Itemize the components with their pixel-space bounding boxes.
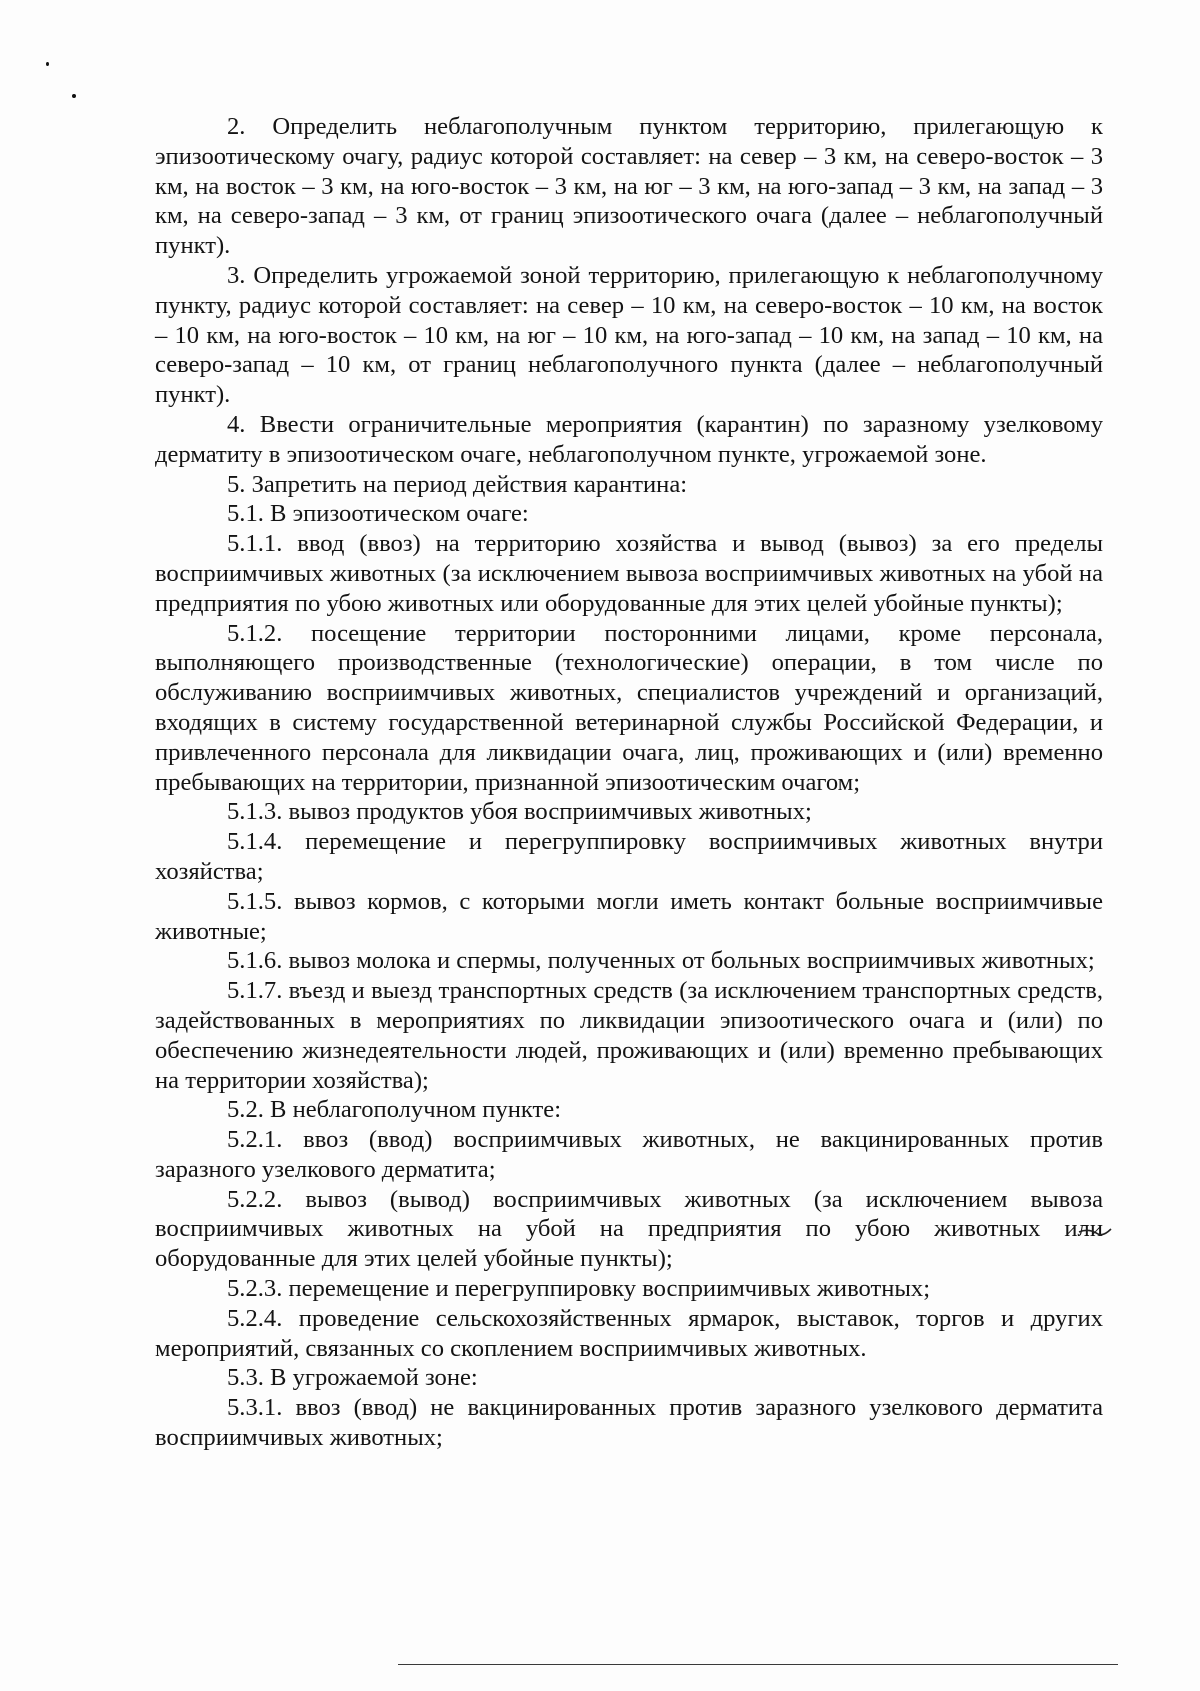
clause-5-1-3: 5.1.3. вывоз продуктов убоя восприимчивых животных; xyxy=(227,798,812,826)
document-body xyxy=(155,112,1103,1453)
scan-speck xyxy=(72,94,76,98)
clause-5-3: 5.3. В угрожаемой зоне: xyxy=(227,1364,478,1392)
clause-5-1-1: 5.1.1. ввод (ввоз) на территорию хозяйства и вывод (вывоз) за его пределы восприимчивых животных (за исключением вывоза восприимчивых животных на убой на предприятия по убою животных или оборудованные для этих целей убойные пункты); xyxy=(155,530,1103,617)
clause-5-2-2: 5.2.2. вывоз (вывод) восприимчивых животных (за исключением вывоза восприимчивых животных на убой на предприятия по убою животных или оборудованные для этих целей убойные пункты); xyxy=(155,1185,1103,1273)
clause-5-1-7: 5.1.7. въезд и выезд транспортных средств (за исключением транспортных средств, задействованных в мероприятиях по ликвидации эпизоотического очага и (или) по обеспечению жизнедеятельности людей, проживающих и (или) временно пребывающих на территории хозяйства); xyxy=(155,977,1103,1094)
footer-rule xyxy=(398,1664,1118,1665)
clause-5-2-1: 5.2.1. ввоз (ввод) восприимчивых животных, не вакцинированных против заразного узелкового дерматита; xyxy=(155,1126,1103,1183)
clause-3: 3. Определить угрожаемой зоной территорию, прилегающую к неблагополучному пункту, радиус которой составляет: на север – 10 км, на северо-восток – 10 км, на восток – 10 км, на юго-восток – 10 км, на юг – 10 км, на юго-запад – 10 км, на запад – 10 км, на северо-запад – 10 км, от границ неблагополучного пункта (далее – неблагополучный пункт). xyxy=(155,261,1103,409)
handwritten-tick-mark xyxy=(1078,1226,1112,1238)
clause-5-1-5: 5.1.5. вывоз кормов, с которыми могли иметь контакт больные восприимчивые животные; xyxy=(155,887,1103,945)
clause-2: 2. Определить неблагополучным пунктом территорию, прилегающую к эпизоотическому очагу, радиус которой составляет: на север – 3 км, на северо-восток – 3 км, на восток – 3 км, на юго-восток – 3 км, на юг – 3 км, на юго-запад – 3 км, на запад – 3 км, на северо-запад – 3 км, от границ эпизоотического очага (далее – неблагополучный пункт). xyxy=(155,113,1103,260)
clause-5-1-4: 5.1.4. перемещение и перегруппировку восприимчивых животных внутри хозяйства; xyxy=(155,828,1103,885)
clause-5-2: 5.2. В неблагополучном пункте: xyxy=(227,1096,562,1124)
clause-5-2-4: 5.2.4. проведение сельскохозяйственных ярмарок, выставок, торгов и других мероприятий, связанных со скоплением восприимчивых животных. xyxy=(155,1304,1103,1362)
clause-5-1: 5.1. В эпизоотическом очаге: xyxy=(227,500,529,528)
clause-4: 4. Ввести ограничительные мероприятия (карантин) по заразному узелковому дерматиту в эпизоотическом очаге, неблагополучном пункте, угрожаемой зоне. xyxy=(155,410,1103,468)
clause-5-1-2: 5.1.2. посещение территории посторонними лицами, кроме персонала, выполняющего производственные (технологические) операции, в том числе по обслуживанию восприимчивых животных, специалистов учреждений и организаций, входящих в систему государственной ветеринарной службы Российской Федерации, и привлеченного персонала для ликвидации очага, лиц, проживающих и (или) временно пребывающих на территории, признанной эпизоотическим очагом; xyxy=(155,619,1103,796)
clause-5-1-6: 5.1.6. вывоз молока и спермы, полученных от больных восприимчивых животных; xyxy=(227,947,1095,975)
clause-5-2-3: 5.2.3. перемещение и перегруппировку восприимчивых животных; xyxy=(227,1275,931,1303)
clause-5-3-1: 5.3.1. ввоз (ввод) не вакцинированных против заразного узелкового дерматита восприимчивых животных; xyxy=(155,1394,1103,1452)
clause-5: 5. Запретить на период действия карантина: xyxy=(227,470,688,498)
scan-speck xyxy=(46,62,49,66)
